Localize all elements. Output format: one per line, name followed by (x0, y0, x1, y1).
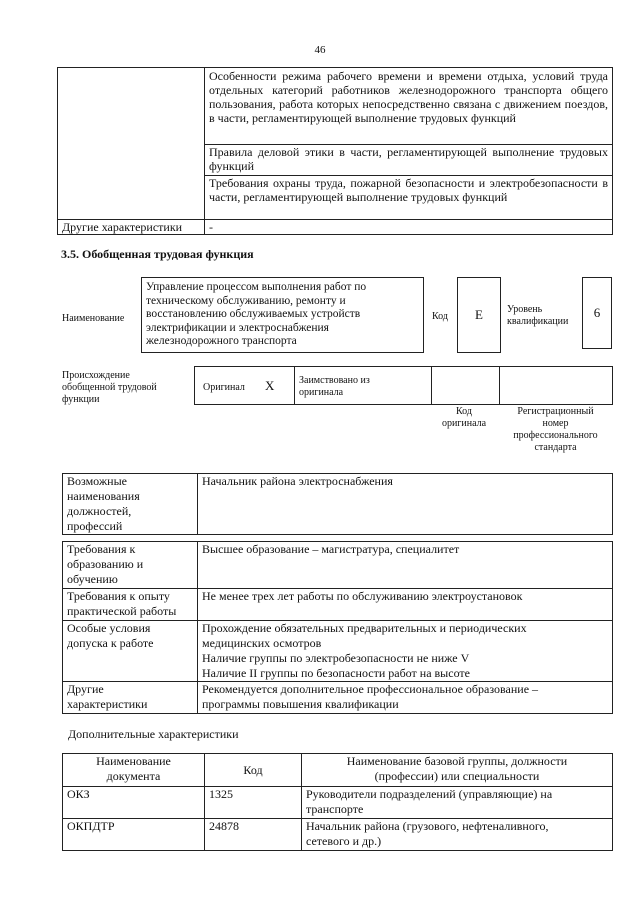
table-row (63, 787, 613, 819)
requirement-label (63, 682, 198, 714)
code-caption (430, 406, 498, 430)
name-cell (302, 787, 613, 819)
divider (499, 367, 500, 404)
function-name-box (141, 277, 424, 353)
doc-cell: ОКЗ (63, 787, 205, 819)
header-line: Наименование (96, 754, 171, 768)
value-line: Наличие II группы по безопасности работ на высоте (202, 666, 470, 680)
positions-table (62, 473, 613, 535)
requirement-label (63, 621, 198, 682)
label-line: должностей, (67, 504, 132, 518)
reg-caption-line: Регистрационный (517, 406, 594, 417)
table-row (63, 474, 613, 535)
header-line: (профессии) или специальности (374, 769, 540, 783)
label-line: Требования к (67, 542, 136, 556)
reg-number-caption (498, 406, 613, 454)
requirements-table (62, 541, 613, 714)
function-name-line: Управление процессом выполнения работ по (146, 281, 367, 293)
name-cell (302, 819, 613, 851)
requirement-value (198, 589, 613, 621)
value-line: Высшее образование – магистратура, специалитет (202, 542, 460, 556)
value-line: Наличие группы по электробезопасности не ниже V (202, 651, 470, 665)
table-row (58, 220, 613, 235)
origin-table (194, 366, 613, 405)
original-label: Оригинал (203, 382, 245, 393)
name-label: Наименование (62, 313, 125, 324)
code-label: Код (432, 311, 448, 322)
code-caption-line: Код (456, 406, 472, 417)
doc-cell: ОКПДТР (63, 819, 205, 851)
label-line: Возможные (67, 474, 127, 488)
column-header: Код (205, 754, 302, 787)
requirement-value (198, 621, 613, 682)
knowledge-item: Особенности режима рабочего времени и времени отдыха, условий труда отдельных категорий работников железнодорожного транспорта общего пользования, работа которых непосредственно связана с движением поездов, в части, регламентирующей выполнение трудовых функций (205, 68, 612, 145)
origin-label-line: Происхождение (62, 370, 130, 381)
additional-title: Дополнительные характеристики (68, 727, 239, 741)
divider (431, 367, 432, 404)
origin-label (62, 370, 157, 406)
label-line: допуска к работе (67, 636, 154, 650)
section-title: 3.5. Обобщенная трудовая функция (61, 247, 254, 261)
table-row (63, 819, 613, 851)
function-name-line: электрификации и электроснабжения (146, 321, 329, 334)
requirement-value (198, 542, 613, 589)
code-cell: 24878 (205, 819, 302, 851)
name-line: Начальник района (грузового, нефтеналивного, (306, 819, 549, 833)
level-label-line: квалификации (507, 316, 569, 327)
function-name-line: восстановлению обслуживаемых устройств (146, 308, 361, 320)
label-line: Требования к опыту (67, 589, 170, 603)
name-line: транспорте (306, 802, 364, 816)
divider (294, 367, 295, 404)
label-line: характеристики (67, 697, 148, 711)
value-line: медицинских осмотров (202, 636, 322, 650)
positions-value: Начальник района электроснабжения (198, 474, 613, 535)
row-value: - (205, 220, 613, 235)
name-line: Руководители подразделений (управляющие) на (306, 787, 553, 801)
label-line: образованию и (67, 557, 144, 571)
column-header (302, 754, 613, 787)
origin-label-line: функции (62, 394, 100, 405)
page-number: 46 (314, 44, 326, 56)
requirement-label (63, 542, 198, 589)
function-name-line: техническому обслуживанию, ремонту и (146, 294, 346, 307)
table-header-row (63, 754, 613, 787)
top-characteristics-table (57, 67, 613, 235)
function-name-line: железнодорожного транспорта (146, 335, 297, 347)
label-line: обучению (67, 572, 118, 586)
code-cell: 1325 (205, 787, 302, 819)
table-row (63, 589, 613, 621)
table-row (58, 68, 613, 220)
label-line: наименования (67, 489, 140, 503)
reg-caption-line: стандарта (534, 442, 577, 453)
name-line: сетевого и др.) (306, 834, 382, 848)
borrowed-label (299, 375, 370, 399)
label-line: Другие (67, 682, 104, 696)
code-value: E (457, 277, 501, 353)
column-header (63, 754, 205, 787)
additional-table (62, 753, 613, 851)
level-label (507, 304, 568, 328)
reg-caption-line: номер (542, 418, 569, 429)
borrowed-label-line: оригинала (299, 387, 344, 398)
requirement-label (63, 589, 198, 621)
knowledge-item: Требования охраны труда, пожарной безопасности и электробезопасности в части, регламентирующей выполнение трудовых функций (209, 176, 608, 204)
empty-label-cell (58, 68, 205, 220)
table-row (63, 682, 613, 714)
level-label-line: Уровень (507, 304, 543, 315)
value-line: программы повышения квалификации (202, 697, 399, 711)
label-line: профессий (67, 519, 123, 533)
label-line: Особые условия (67, 621, 151, 635)
table-row (63, 542, 613, 589)
table-row (63, 621, 613, 682)
original-mark: X (265, 378, 275, 393)
value-line: Прохождение обязательных предварительных и периодических (202, 621, 527, 635)
positions-label (63, 474, 198, 535)
header-line: Наименование базовой группы, должности (346, 754, 568, 768)
level-value: 6 (582, 277, 612, 349)
code-caption-line: оригинала (441, 418, 487, 429)
row-label: Другие характеристики (58, 220, 205, 235)
borrowed-label-line: Заимствовано из (299, 375, 370, 386)
header-line: документа (106, 769, 161, 783)
value-line: Рекомендуется дополнительное профессиональное образование – (202, 682, 539, 696)
value-line: Не менее трех лет работы по обслуживанию электроустановок (202, 589, 523, 603)
reg-caption-line: профессионального (513, 430, 598, 441)
label-line: практической работы (67, 604, 177, 618)
knowledge-item: Правила деловой этики в части, регламентирующей выполнение трудовых функций (205, 145, 612, 176)
requirement-value (198, 682, 613, 714)
origin-label-line: обобщенной трудовой (62, 382, 157, 393)
